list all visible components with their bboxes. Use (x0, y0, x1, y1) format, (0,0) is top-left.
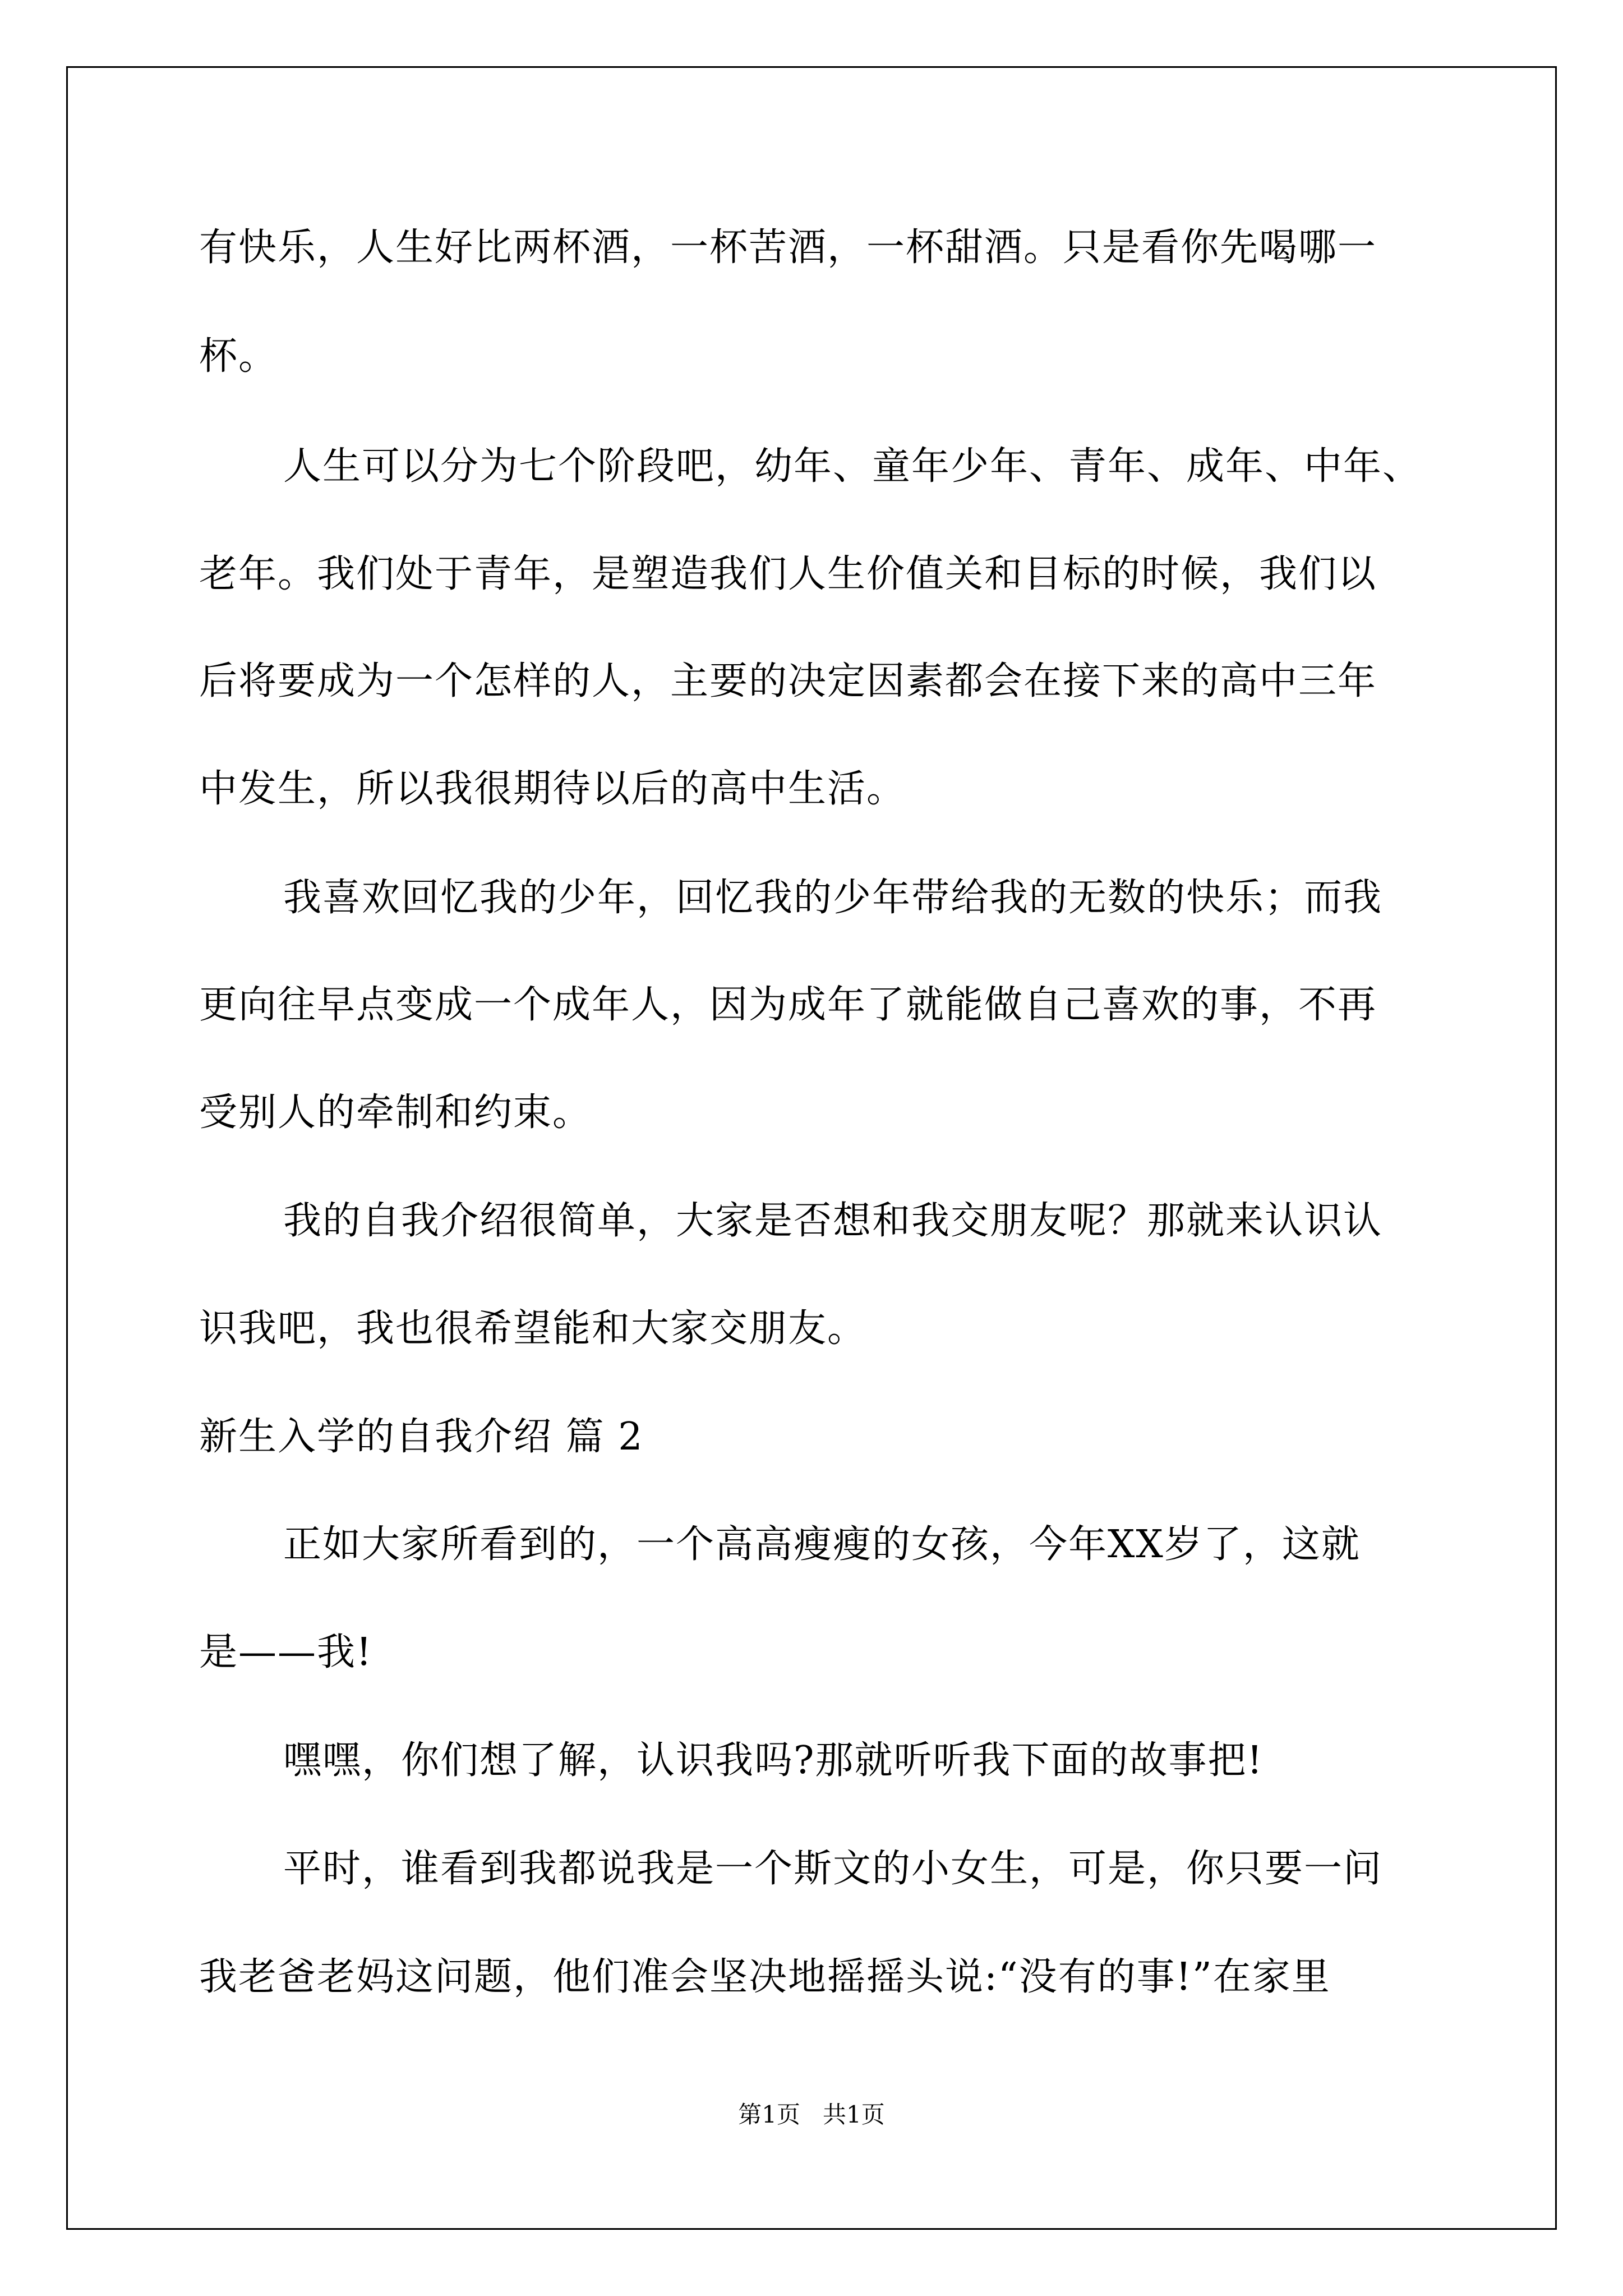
paragraph-line: 嘿嘿，你们想了解，认识我吗?那就听听我下面的故事把! (283, 1738, 1264, 1783)
paragraph-line: 老年。我们处于青年，是塑造我们人生价值关和目标的时候，我们以 (199, 552, 1377, 596)
paragraph-line: 我的自我介绍很简单，大家是否想和我交朋友呢？那就来认识认 (283, 1199, 1383, 1243)
paragraph-line: 人生可以分为七个阶段吧，幼年、童年少年、青年、成年、中年、 (283, 444, 1422, 489)
paragraph-line: 我老爸老妈这问题，他们准会坚决地摇摇头说:“没有的事!”在家里 (199, 1955, 1331, 1999)
paragraph-line: 更向往早点变成一个成年人，因为成年了就能做自己喜欢的事，不再 (199, 983, 1377, 1027)
paragraph-line: 平时，谁看到我都说我是一个斯文的小女生，可是，你只要一问 (283, 1847, 1383, 1891)
paragraph-line: 正如大家所看到的，一个高高瘦瘦的女孩，今年XX岁了，这就 (283, 1522, 1361, 1567)
paragraph-line: 中发生，所以我很期待以后的高中生活。 (199, 767, 906, 811)
paragraph-line: 后将要成为一个怎样的人，主要的决定因素都会在接下来的高中三年 (199, 659, 1377, 703)
paragraph-line: 受别人的牵制和约束。 (199, 1091, 592, 1135)
paragraph-line: 我喜欢回忆我的少年，回忆我的少年带给我的无数的快乐；而我 (283, 876, 1383, 920)
page-number-footer: 第1页 共1页 (738, 2101, 885, 2128)
section-heading: 新生入学的自我介绍 篇 2 (199, 1415, 644, 1459)
paragraph-line: 杯。 (199, 334, 278, 379)
paragraph-line: 有快乐，人生好比两杯酒，一杯苦酒，一杯甜酒。只是看你先喝哪一 (199, 226, 1377, 270)
paragraph-line: 是——我! (199, 1630, 373, 1674)
paragraph-line: 识我吧，我也很希望能和大家交朋友。 (199, 1306, 867, 1351)
page-border (66, 66, 1557, 2230)
